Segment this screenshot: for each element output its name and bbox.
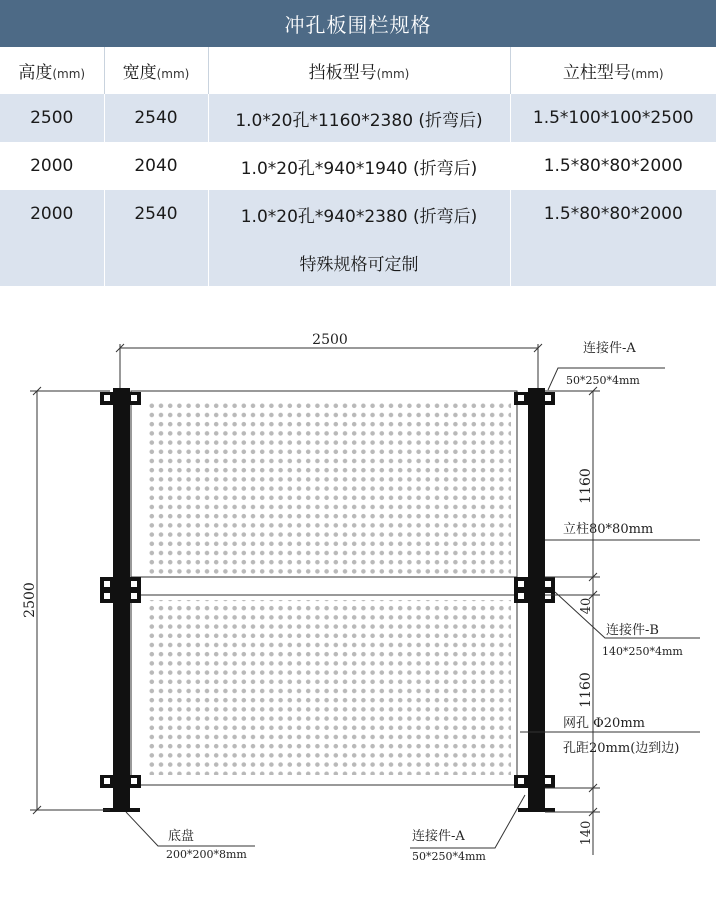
width-dimension xyxy=(116,344,542,388)
hole-spacing-label: 孔距20mm(边到边) xyxy=(563,741,680,756)
post-label: 立柱80*80mm xyxy=(563,522,654,537)
top-right-connector xyxy=(514,392,555,405)
table-row xyxy=(0,142,716,190)
table-row xyxy=(0,190,716,238)
table-cell: 2540 xyxy=(104,94,208,142)
table-note-row xyxy=(0,238,716,286)
gap-dimension-label: 40 xyxy=(579,597,594,615)
table-cell: 1.0*20孔*940*2380 (折弯后) xyxy=(208,190,510,238)
header-panel-model: 挡板型号(mm) xyxy=(208,47,510,94)
table-cell: 2000 xyxy=(0,190,104,238)
connector-a-bottom-name: 连接件-A xyxy=(412,829,465,844)
connector-b-size: 140*250*4mm xyxy=(602,645,683,658)
table-cell: 2540 xyxy=(104,190,208,238)
middle-right-connector xyxy=(514,577,555,603)
lower-panel xyxy=(131,595,517,785)
width-dimension-label: 2500 xyxy=(312,332,348,348)
connector-a-bottom-size: 50*250*4mm xyxy=(412,850,486,863)
upper-panel-dimension-label: 1160 xyxy=(578,468,594,504)
connector-b-name: 连接件-B xyxy=(606,623,659,638)
table-cell xyxy=(0,238,104,286)
base-plate-name: 底盘 xyxy=(168,829,195,844)
table-cell: 1.5*80*80*2000 xyxy=(510,190,716,238)
table-cell: 2500 xyxy=(0,94,104,142)
header-width: 宽度(mm) xyxy=(104,47,208,94)
table-cell: 1.5*80*80*2000 xyxy=(510,142,716,190)
connector-a-top-name: 连接件-A xyxy=(583,341,636,356)
base-plate-size: 200*200*8mm xyxy=(166,848,247,861)
bottom-left-connector xyxy=(100,775,141,788)
table-cell: 1.0*20孔*940*1940 (折弯后) xyxy=(208,142,510,190)
fence-diagram xyxy=(0,300,716,900)
spec-table xyxy=(0,47,716,286)
connector-a-top-size: 50*250*4mm xyxy=(566,374,640,387)
table-header-row xyxy=(0,47,716,94)
table-cell: 2000 xyxy=(0,142,104,190)
lower-panel-dimension-label: 1160 xyxy=(578,672,594,708)
bottom-right-connector xyxy=(514,775,555,788)
top-left-connector xyxy=(100,392,141,405)
height-dimension xyxy=(30,387,110,814)
table-cell: 1.5*100*100*2500 xyxy=(510,94,716,142)
hole-label: 网孔 Φ20mm xyxy=(563,716,645,731)
custom-spec-note: 特殊规格可定制 xyxy=(208,238,510,286)
page-title: 冲孔板围栏规格 xyxy=(0,0,716,47)
header-post-model: 立柱型号(mm) xyxy=(510,47,716,94)
table-row xyxy=(0,94,716,142)
table-cell xyxy=(510,238,716,286)
table-cell: 2040 xyxy=(104,142,208,190)
base-dimension-label: 140 xyxy=(579,820,594,846)
table-cell: 1.0*20孔*1160*2380 (折弯后) xyxy=(208,94,510,142)
height-dimension-label: 2500 xyxy=(22,582,38,618)
middle-left-connector xyxy=(100,577,141,603)
table-cell xyxy=(104,238,208,286)
upper-panel xyxy=(131,391,517,577)
right-base-plate xyxy=(518,808,555,812)
header-height: 高度(mm) xyxy=(0,47,104,94)
